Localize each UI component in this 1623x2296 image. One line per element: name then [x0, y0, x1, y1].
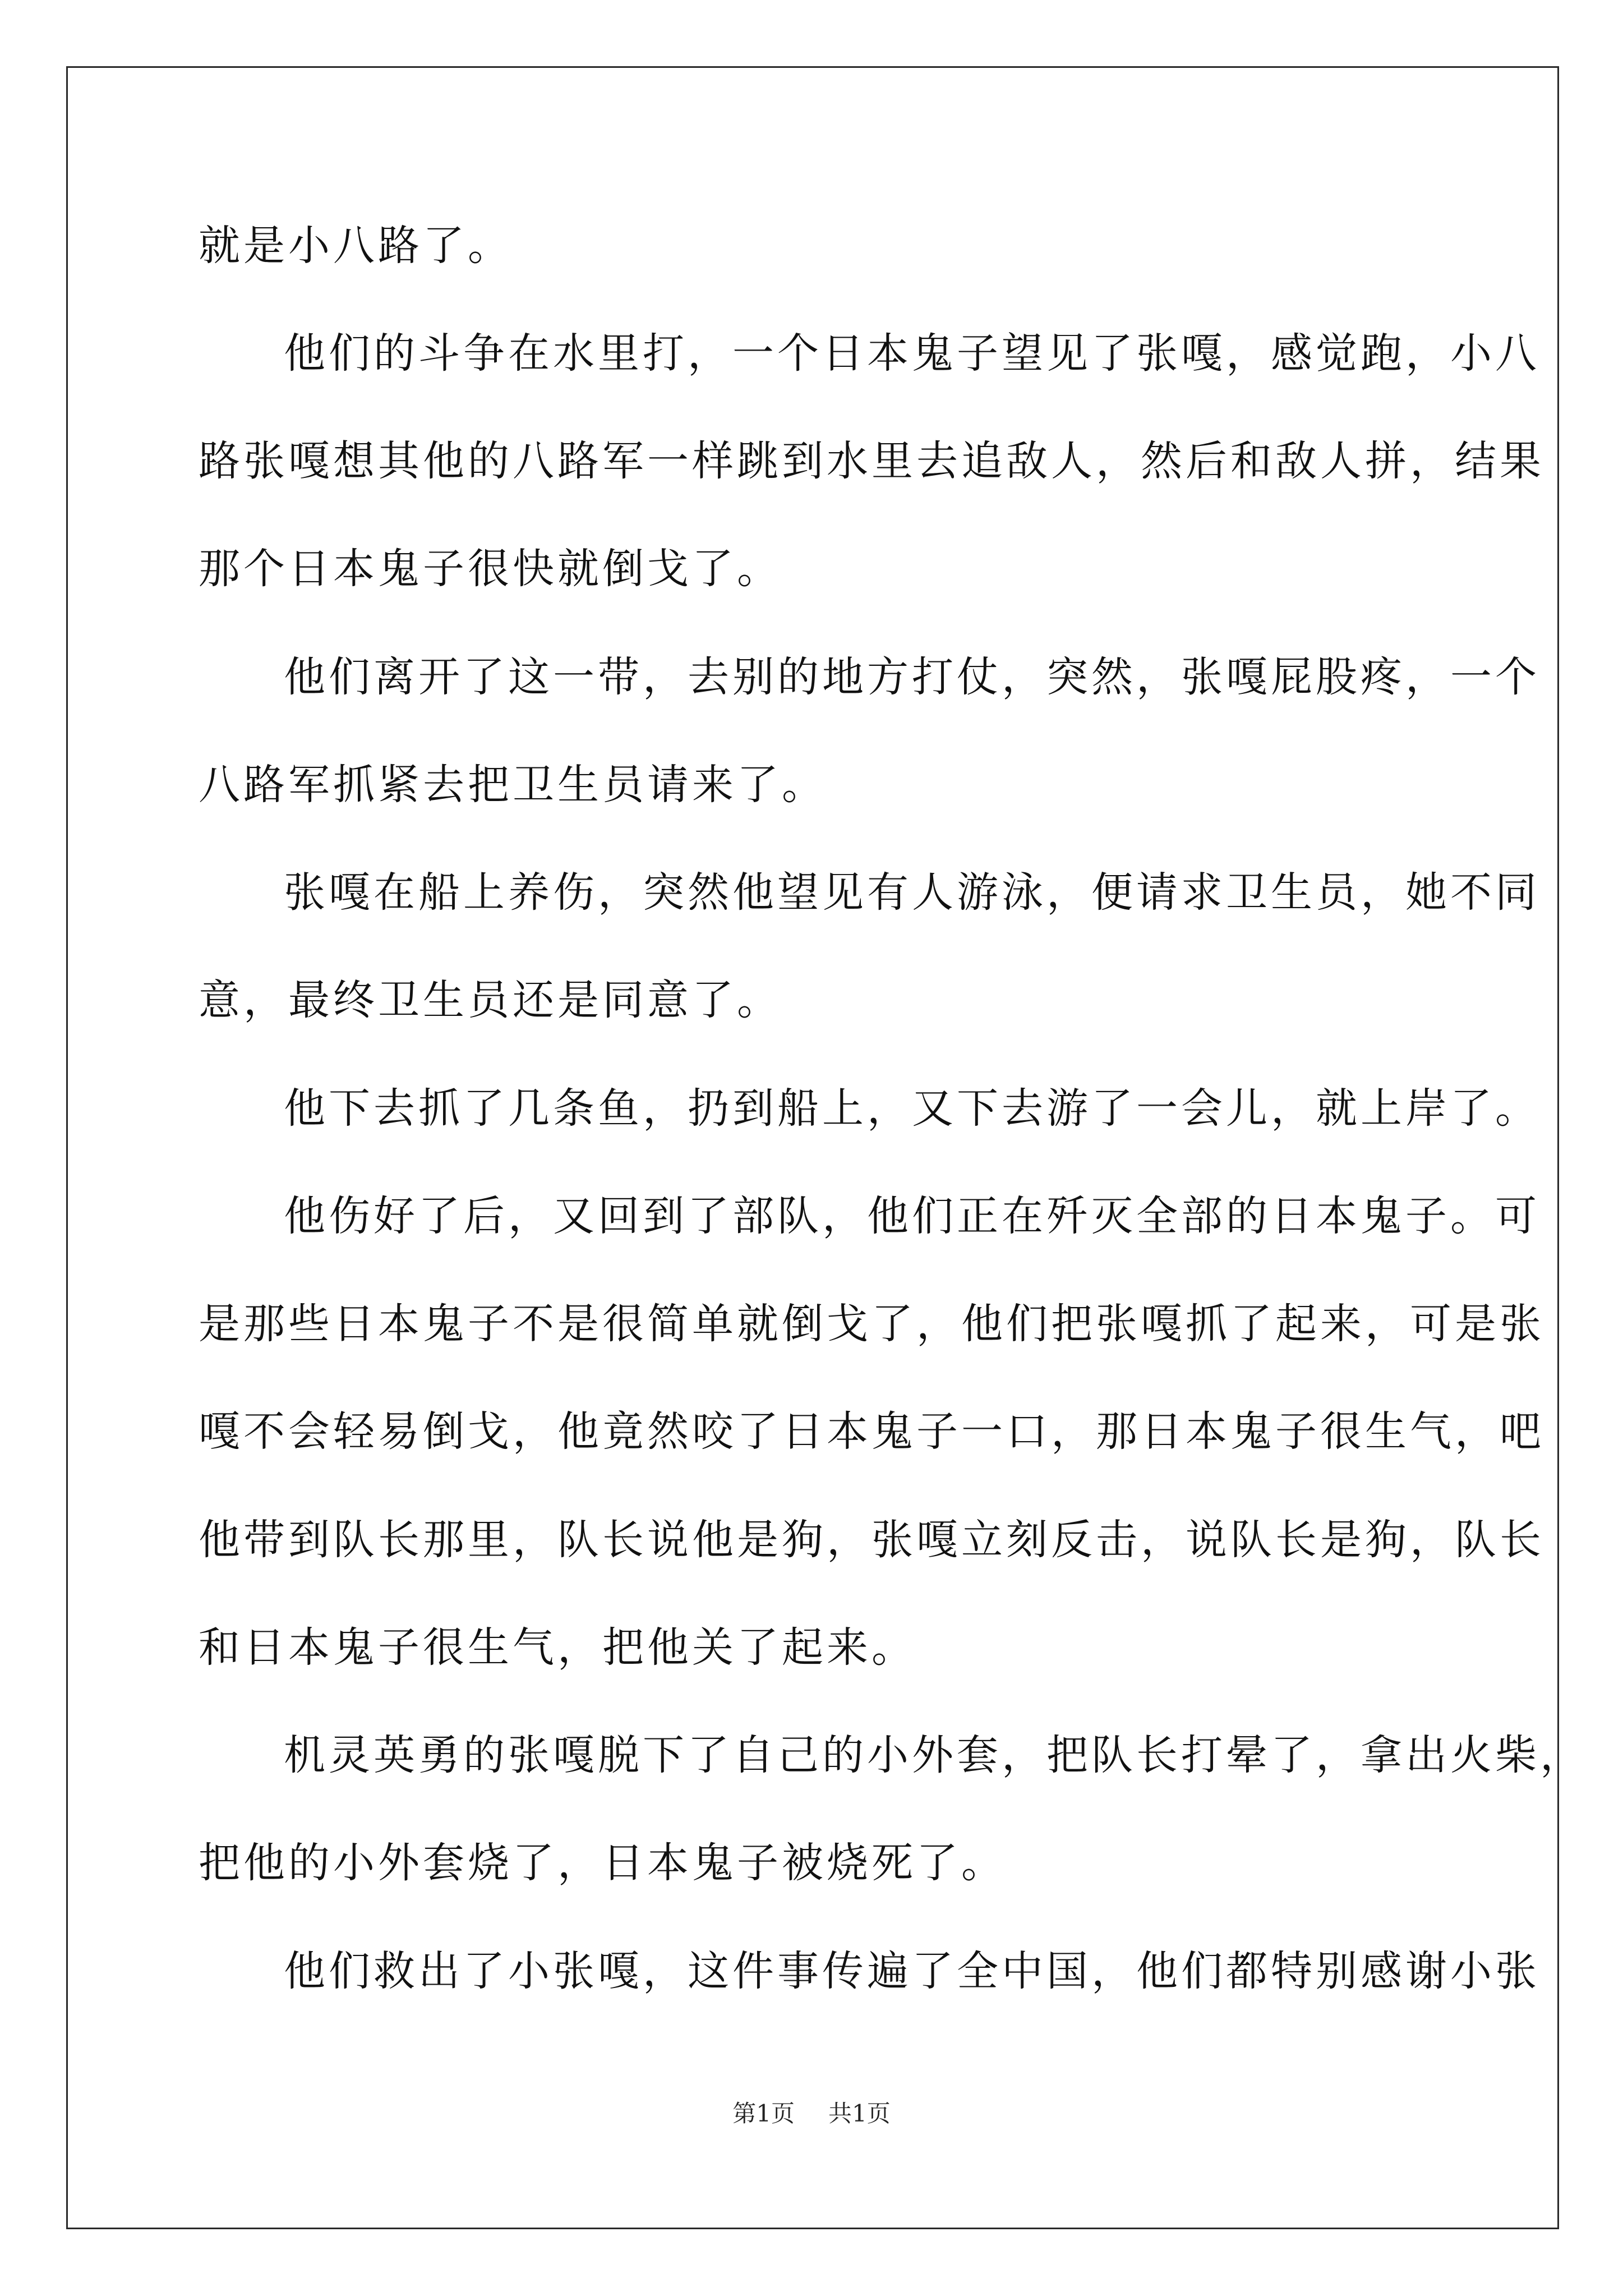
- text-line: 嘎不会轻易倒戈，他竟然咬了日本鬼子一口，那日本鬼子很生气，吧: [199, 1407, 1544, 1456]
- page-border: [66, 66, 1559, 2229]
- page-footer: [0, 2097, 1623, 2131]
- text-line: 他伤好了后，又回到了部队，他们正在歼灭全部的日本鬼子。可: [284, 1192, 1540, 1240]
- text-line: 他们离开了这一带，去别的地方打仗，突然，张嘎屁股疼，一个: [284, 653, 1540, 701]
- page-number: 第1页: [732, 2100, 795, 2127]
- text-line: 就是小八路了。: [199, 222, 513, 270]
- text-line: 他带到队长那里，队长说他是狗，张嘎立刻反击，说队长是狗，队长: [199, 1516, 1544, 1564]
- text-line: 那个日本鬼子很快就倒戈了。: [199, 545, 782, 593]
- text-line: 是那些日本鬼子不是很简单就倒戈了，他们把张嘎抓了起来，可是张: [199, 1300, 1544, 1348]
- text-line: 路张嘎想其他的八路军一样跳到水里去追敌人，然后和敌人拼，结果: [199, 437, 1544, 485]
- text-line: 他下去抓了几条鱼，扔到船上，又下去游了一会儿，就上岸了。: [284, 1084, 1540, 1133]
- text-line: 和日本鬼子很生气，把他关了起来。: [199, 1623, 916, 1672]
- text-line: 八路军抓紧去把卫生员请来了。: [199, 761, 827, 809]
- text-line: 他们救出了小张嘎，这件事传遍了全中国，他们都特别感谢小张: [284, 1947, 1540, 1995]
- text-line: 张嘎在船上养伤，突然他望见有人游泳，便请求卫生员，她不同: [284, 868, 1540, 917]
- text-line: 他们的斗争在水里打，一个日本鬼子望见了张嘎，感觉跑，小八: [284, 329, 1540, 378]
- text-line: 机灵英勇的张嘎脱下了自己的小外套，把队长打晕了，拿出火柴，: [284, 1731, 1585, 1779]
- text-line: 意，最终卫生员还是同意了。: [199, 976, 782, 1024]
- page-total: 共1页: [828, 2100, 891, 2127]
- text-line: 把他的小外套烧了，日本鬼子被烧死了。: [199, 1839, 1006, 1887]
